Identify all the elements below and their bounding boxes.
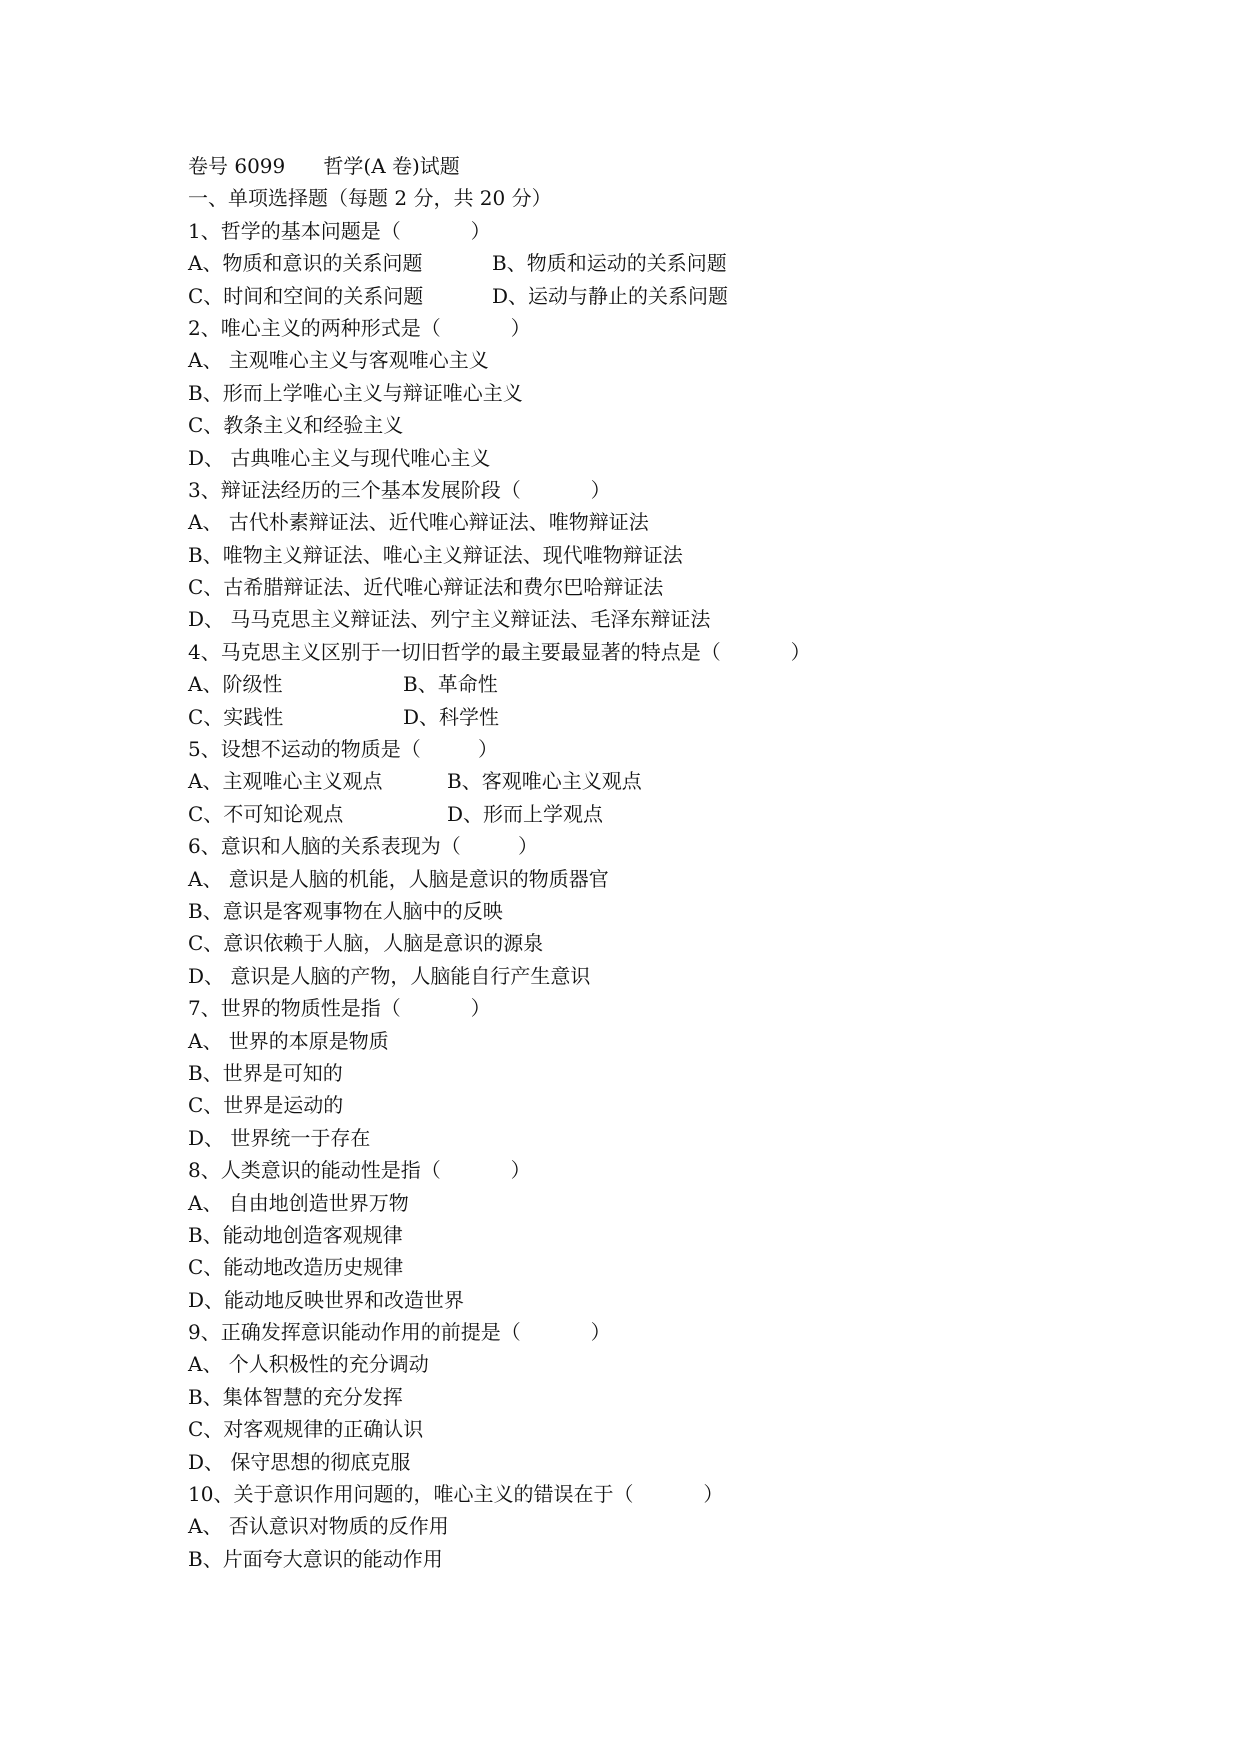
option: A、主观唯心主义观点 <box>188 769 383 794</box>
question-8 <box>188 1154 1088 1316</box>
option: B、片面夸大意识的能动作用 <box>188 1546 443 1571</box>
option: D、运动与静止的关系问题 <box>492 283 729 308</box>
section-title: 一、单项选择题（每题 2 分，共 20 分） <box>188 186 552 211</box>
option: B、集体智慧的充分发挥 <box>188 1384 403 1409</box>
option: D、 保守思想的彻底克服 <box>188 1449 411 1474</box>
question-4 <box>188 636 1088 733</box>
option-row <box>188 280 1088 312</box>
option: C、世界是运动的 <box>188 1093 344 1118</box>
option: D、形而上学观点 <box>447 801 604 826</box>
question-stem: 10、关于意识作用问题的，唯心主义的错误在于（ ） <box>188 1482 724 1507</box>
question-3 <box>188 474 1088 636</box>
question-stem: 7、世界的物质性是指（ ） <box>188 996 491 1021</box>
question-9 <box>188 1316 1088 1478</box>
option-row <box>188 765 1088 797</box>
question-10 <box>188 1478 1088 1575</box>
option: A、 否认意识对物质的反作用 <box>188 1514 449 1539</box>
option: A、 个人积极性的充分调动 <box>188 1352 429 1377</box>
option: B、形而上学唯心主义与辩证唯心主义 <box>188 380 523 405</box>
exam-title: 卷号 6099 哲学(A 卷)试题 <box>188 154 460 178</box>
exam-document <box>188 150 1088 1575</box>
option: A、 自由地创造世界万物 <box>188 1190 409 1215</box>
option: B、世界是可知的 <box>188 1060 343 1085</box>
option: A、物质和意识的关系问题 <box>188 251 423 276</box>
option: C、实践性 <box>188 704 284 729</box>
option: D、 马马克思主义辩证法、列宁主义辩证法、毛泽东辩证法 <box>188 607 711 632</box>
question-stem: 3、辩证法经历的三个基本发展阶段（ ） <box>188 477 611 502</box>
option: C、对客观规律的正确认识 <box>188 1417 424 1442</box>
question-1 <box>188 215 1088 312</box>
question-stem: 1、哲学的基本问题是（ ） <box>188 218 491 243</box>
option: D、 世界统一于存在 <box>188 1125 371 1150</box>
option-row <box>188 701 1088 733</box>
question-2 <box>188 312 1088 474</box>
question-5 <box>188 733 1088 830</box>
option: C、教条主义和经验主义 <box>188 413 404 438</box>
option-row <box>188 798 1088 830</box>
option: C、能动地改造历史规律 <box>188 1255 404 1280</box>
question-stem: 9、正确发挥意识能动作用的前提是（ ） <box>188 1320 611 1345</box>
option: A、 世界的本原是物质 <box>188 1028 389 1053</box>
option: C、古希腊辩证法、近代唯心辩证法和费尔巴哈辩证法 <box>188 575 664 600</box>
question-stem: 5、设想不运动的物质是（ ） <box>188 737 498 762</box>
option: B、能动地创造客观规律 <box>188 1222 403 1247</box>
option-row <box>188 668 1088 700</box>
question-stem: 6、意识和人脑的关系表现为（ ） <box>188 834 538 859</box>
option: A、 意识是人脑的机能，人脑是意识的物质器官 <box>188 866 609 891</box>
option: C、时间和空间的关系问题 <box>188 283 424 308</box>
option: B、唯物主义辩证法、唯心主义辩证法、现代唯物辩证法 <box>188 542 683 567</box>
question-stem: 4、马克思主义区别于一切旧哲学的最主要最显著的特点是（ ） <box>188 639 811 664</box>
question-6 <box>188 830 1088 992</box>
option: B、意识是客观事物在人脑中的反映 <box>188 898 503 923</box>
option: B、物质和运动的关系问题 <box>492 251 727 276</box>
question-7 <box>188 992 1088 1154</box>
option: A、 主观唯心主义与客观唯心主义 <box>188 348 489 373</box>
option-row <box>188 247 1088 279</box>
option: D、能动地反映世界和改造世界 <box>188 1287 465 1312</box>
option: C、不可知论观点 <box>188 801 344 826</box>
option: B、客观唯心主义观点 <box>447 769 642 794</box>
option: D、科学性 <box>403 704 500 729</box>
option: A、阶级性 <box>188 672 283 697</box>
question-stem: 2、唯心主义的两种形式是（ ） <box>188 315 531 340</box>
option: D、 古典唯心主义与现代唯心主义 <box>188 445 491 470</box>
option: B、革命性 <box>403 672 498 697</box>
question-stem: 8、人类意识的能动性是指（ ） <box>188 1158 531 1183</box>
option: C、意识依赖于人脑，人脑是意识的源泉 <box>188 931 544 956</box>
option: D、 意识是人脑的产物，人脑能自行产生意识 <box>188 963 591 988</box>
option: A、 古代朴素辩证法、近代唯心辩证法、唯物辩证法 <box>188 510 649 535</box>
